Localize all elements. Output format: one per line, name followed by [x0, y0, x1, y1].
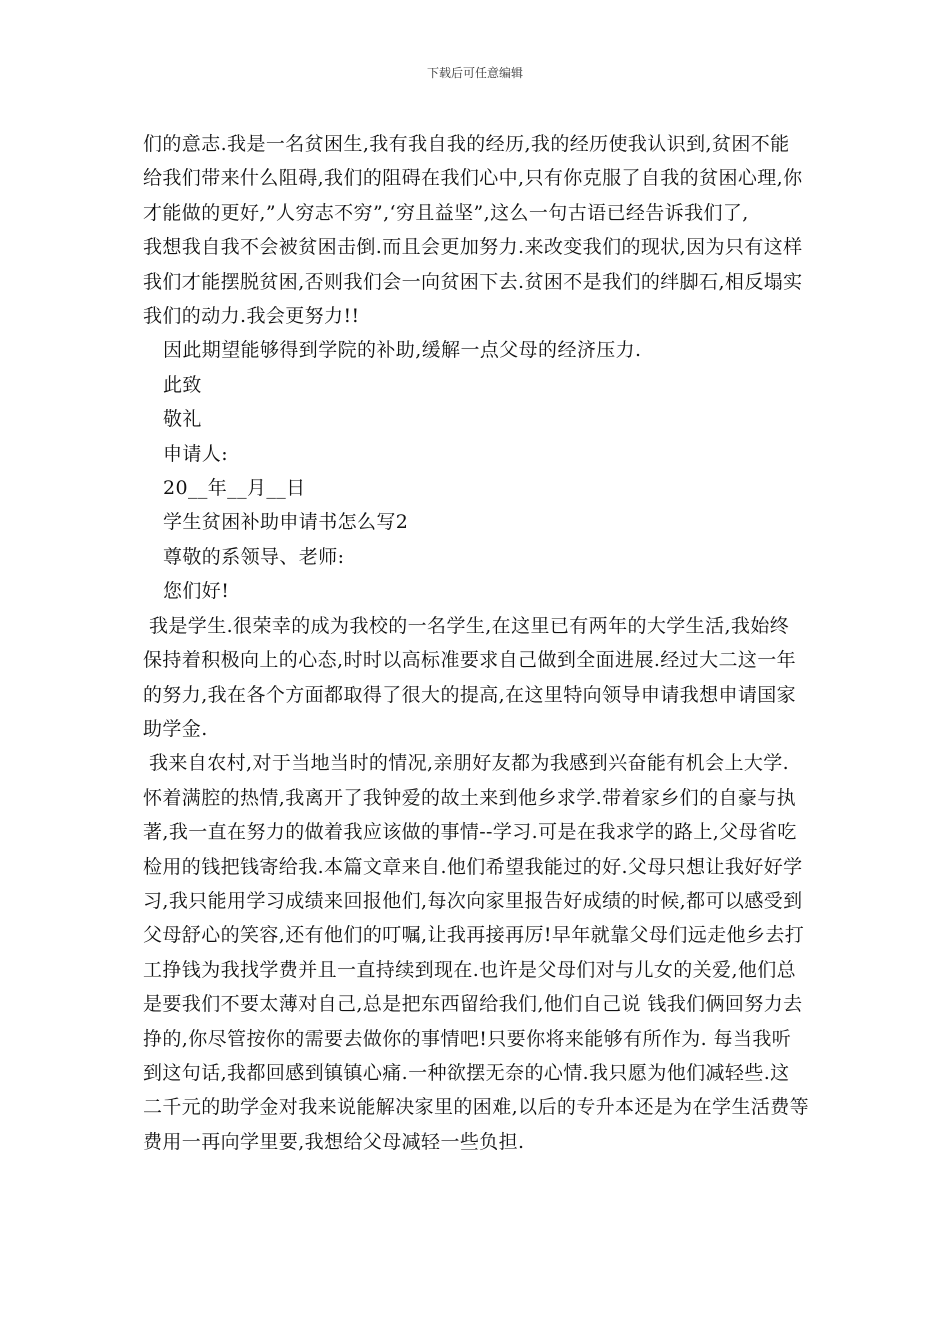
text-line: 工挣钱为我找学费并且一直持续到现在.也许是父母们对与儿女的关爱,他们总 — [143, 958, 797, 981]
text-line: 是要我们不要太薄对自己,总是把东西留给我们,他们自己说 钱我们俩回努力去 — [143, 993, 803, 1016]
paragraph-request-aid — [143, 333, 811, 367]
text-line: 著,我一直在努力的做着我应该做的事情--学习.可是在我求学的路上,父母省吃 — [143, 821, 797, 844]
text-line: 二千元的助学金对我来说能解决家里的困难,以后的专升本还是为在学生活费等 — [143, 1096, 810, 1119]
text-line: 怀着满腔的热情,我离开了我钟爱的故土来到他乡求学.带着家乡们的自豪与执 — [143, 786, 797, 809]
text-line: 我们才能摆脱贫困,否则我们会一向贫困下去.贫困不是我们的绊脚石,相反塌实 — [143, 270, 803, 293]
text-line: 的努力,我在各个方面都取得了很大的提高,在这里特向领导申请我想申请国家 — [143, 683, 797, 706]
text-line: 父母舒心的笑容,还有他们的叮嘱,让我再接再厉!早年就靠父母们远走他乡去打 — [143, 924, 805, 947]
text-line: 我来自农村,对于当地当时的情况,亲朋好友都为我感到兴奋能有机会上大学. — [149, 752, 790, 775]
text-line: 我们的动力.我会更努力!! — [143, 305, 360, 328]
text-line: 尊敬的系领导、老师: — [163, 545, 345, 568]
text-line: 20__年__月__日 — [163, 477, 306, 500]
closing-salutation — [143, 368, 811, 402]
text-line: 挣的,你尽管按你的需要去做你的事情吧!只要你将来能够有所作为. 每当我听 — [143, 1027, 792, 1050]
document-body — [143, 127, 811, 1159]
text-line: 敬礼 — [163, 408, 202, 431]
letter-hello — [143, 574, 811, 608]
date-line — [143, 471, 811, 505]
text-line: 您们好! — [163, 580, 230, 603]
text-line: 给我们带来什么阻碍,我们的阻碍在我们心中,只有你克服了自我的贫困心理,你 — [143, 167, 803, 190]
text-line: 助学金. — [143, 717, 208, 740]
paragraph-introduction — [143, 609, 811, 747]
applicant-label — [143, 437, 811, 471]
text-line: 因此期望能够得到学院的补助,缓解一点父母的经济压力. — [163, 339, 642, 362]
section-title — [143, 505, 811, 539]
text-line: 我是学生.很荣幸的成为我校的一名学生,在这里已有两年的大学生活,我始终 — [149, 614, 790, 637]
text-line: 检用的钱把钱寄给我.本篇文章来自.他们希望我能过的好.父母只想让我好好学 — [143, 855, 803, 878]
text-line: 我想我自我不会被贫困击倒.而且会更加努力.来改变我们的现状,因为只有这样 — [143, 236, 803, 259]
letter-greeting — [143, 540, 811, 574]
text-line: 费用一再向学里要,我想给父母减轻一些负担. — [143, 1130, 525, 1153]
text-line: 此致 — [163, 373, 202, 396]
text-line: 学生贫困补助申请书怎么写2 — [163, 511, 409, 534]
text-line: 才能做的更好,”人穷志不穷”,‘穷且益坚”,这么一句古语已经告诉我们了, — [143, 201, 749, 224]
text-line: 保持着积极向上的心态,时时以高标准要求自己做到全面进展.经过大二这一年 — [143, 649, 797, 672]
text-line: 习,我只能用学习成绩来回报他们,每次向家里报告好成绩的时候,都可以感受到 — [143, 889, 803, 912]
text-line: 申请人: — [163, 442, 229, 465]
page-header: 下载后可任意编辑 — [426, 66, 523, 80]
paragraph-family-background — [143, 746, 811, 1159]
paragraph-poverty-will — [143, 127, 811, 333]
text-line: 到这句话,我都回感到镇镇心痛.一种欲摆无奈的心情.我只愿为他们减轻些.这 — [143, 1061, 790, 1084]
closing-regards — [143, 402, 811, 436]
text-line: 们的意志.我是一名贫困生,我有我自我的经历,我的经历使我认识到,贫困不能 — [143, 133, 790, 155]
